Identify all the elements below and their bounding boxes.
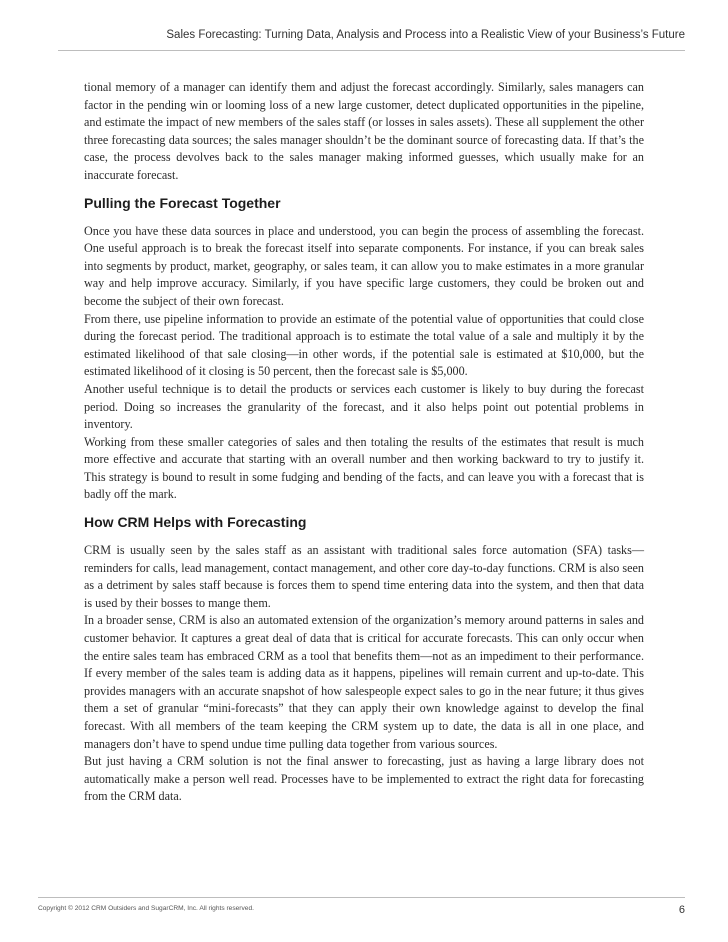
paragraph: Once you have these data sources in place and understood, you can begin the process of assembling the forecast. One useful approach is to break the forecast itself into separate components. For instance, if you can break sales into segments by product, market, geography, or sales team, it can allow you to make estimates in a more granular way and help improve accuracy. Similarly, if you have specific large customers, they could be broken out and become the subject of their own forecast. xyxy=(84,223,644,308)
paragraph: In a broader sense, CRM is also an automated extension of the organization’s memory around patterns in sales and customer behavior. It captures a great deal of data that is critical for accurate forecasts. This can only occur when the entire sales team has embraced CRM as a tool that benefits them—not as an impediment to their performance. If every member of the sales team is adding data as it happens, pipelines will remain current and up-to-date. This provides managers with an accurate snapshot of how salespeople expect sales to go in the near future; it thus gives them a set of granular “mini-forecasts” that they can apply their own knowledge against to develop the final forecast. With all members of the team keeping the CRM system up to date, the data is all in one place, and managers don’t have to spend undue time pulling data together from various sources. xyxy=(84,613,644,751)
section-crm-forecasting xyxy=(84,514,644,806)
section-heading: Pulling the Forecast Together xyxy=(84,194,281,211)
footer-divider xyxy=(38,897,685,898)
paragraph: Working from these smaller categories of sales and then totaling the results of the estimates that result is much more effective and accurate that starting with an overall number and then working backward to try to justify it. This strategy is bound to result in some fudging and bending of the facts, and can leave you with a forecast that is badly off the mark. xyxy=(84,434,644,502)
paragraph: But just having a CRM solution is not the final answer to forecasting, just as having a large library does not automatically make a person well read. Processes have to be implemented to extract the right data for forecasting from the CRM data. xyxy=(84,754,644,804)
section-heading: How CRM Helps with Forecasting xyxy=(84,514,307,531)
header-divider xyxy=(58,50,685,51)
page-content xyxy=(84,79,644,806)
paragraph: Another useful technique is to detail the products or services each customer is likely to buy during the forecast period. Doing so increases the granularity of the forecast, and it also helps point out potential problems in inventory. xyxy=(84,381,644,432)
section-pulling-forecast xyxy=(84,195,644,505)
paragraph: From there, use pipeline information to provide an estimate of the potential value of opportunities that could close during the forecast period. The traditional approach is to estimate the total value of a sale and multiply it by the estimated likelihood of that sale closing—in other words, if the potential sale is estimated at $10,000, but the estimated likelihood of it closing is 50 percent, then the forecast sale is $5,000. xyxy=(84,311,644,379)
running-header: Sales Forecasting: Turning Data, Analysis and Process into a Realistic View of your Business’s Future xyxy=(166,29,685,41)
intro-paragraph: tional memory of a manager can identify them and adjust the forecast accordingly. Similarly, sales managers can factor in the pending win or looming loss of a new large customer, detect duplicated opportunities in the pipeline, and estimate the impact of new members of the sales staff (or losses in sales assets). These all supplement the other three forecasting data sources; the sales manager shouldn’t be the dominant source of forecasting data. If that’s the case, the process devolves back to the sales manager making informed guesses, which usually make for an inaccurate forecast. xyxy=(84,80,644,182)
copyright-notice: Copyright © 2012 CRM Outsiders and SugarCRM, Inc. All rights reserved. xyxy=(38,905,254,912)
page-number: 6 xyxy=(678,904,685,916)
paragraph: CRM is usually seen by the sales staff as an assistant with traditional sales force automation (SFA) tasks—reminders for calls, lead management, contact management, and other core day-to-day functions. CRM is also seen as a detriment by sales staff because is forces them to spend time entering data into the system, and then that data is used by their bosses to mange them. xyxy=(84,543,644,610)
